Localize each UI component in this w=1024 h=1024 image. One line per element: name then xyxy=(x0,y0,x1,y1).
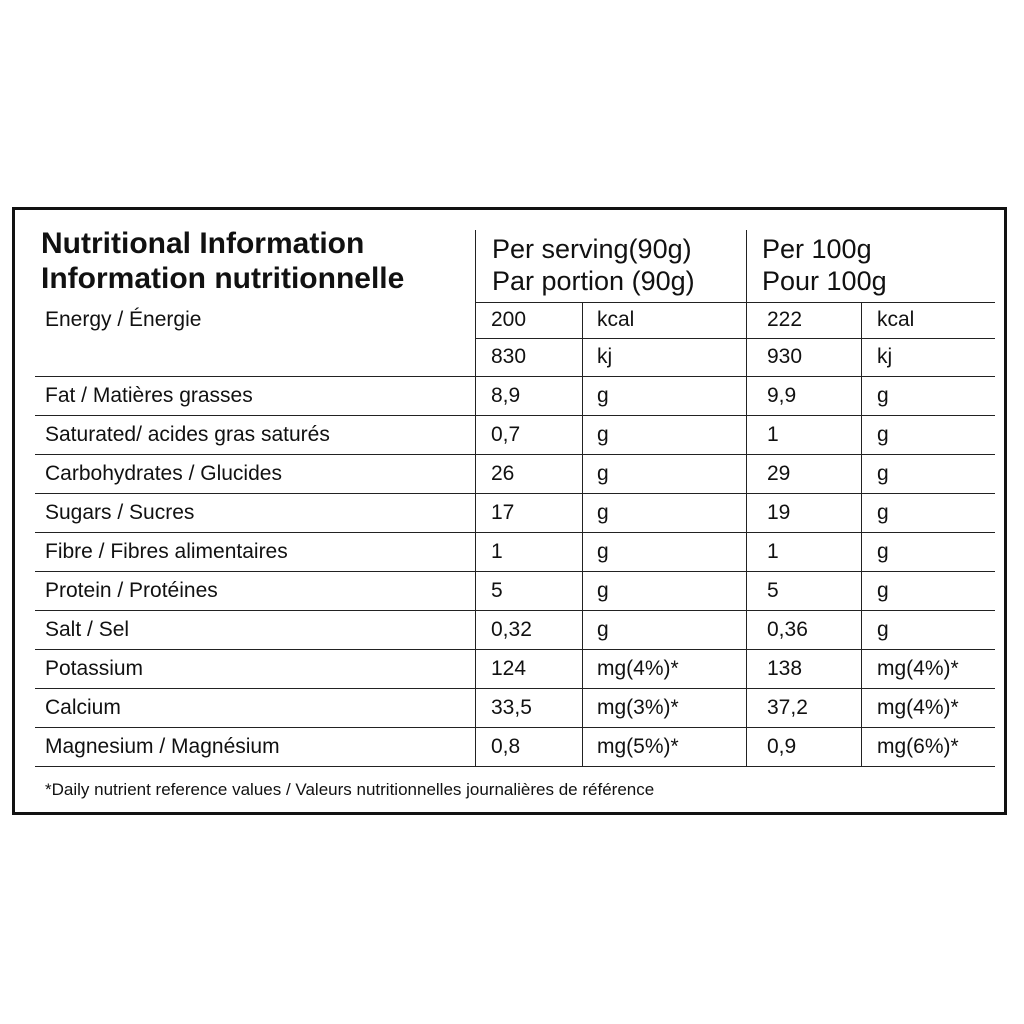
serving-unit-cell: g xyxy=(597,384,609,407)
per100-value-cell: 138 xyxy=(767,657,803,680)
serving-value-cell: 5 xyxy=(491,579,503,602)
nutrient-label: Carbohydrates / Glucides xyxy=(45,462,282,485)
row-divider xyxy=(475,338,995,339)
nutrient-label: Protein / Protéines xyxy=(45,579,218,602)
per100-unit-cell: g xyxy=(877,423,889,446)
per100-unit-cell: kj xyxy=(877,345,893,368)
row-divider xyxy=(35,415,995,416)
per100-value-cell: 1 xyxy=(767,423,779,446)
per100-unit-cell: g xyxy=(877,579,889,602)
column-divider xyxy=(475,230,476,767)
per-serving-header-english: Per serving(90g) xyxy=(492,234,692,264)
nutrient-label: Fat / Matières grasses xyxy=(45,384,253,407)
row-divider xyxy=(35,571,995,572)
row-divider xyxy=(35,376,995,377)
per100-unit-cell: mg(4%)* xyxy=(877,696,959,719)
per100-value-cell: 0,36 xyxy=(767,618,808,641)
per100-value-cell: 19 xyxy=(767,501,791,524)
serving-unit-cell: mg(3%)* xyxy=(597,696,679,719)
per100-unit-cell: g xyxy=(877,462,889,485)
row-divider xyxy=(35,766,995,767)
per100-unit-cell: mg(6%)* xyxy=(877,735,959,758)
per100-value-cell: 9,9 xyxy=(767,384,797,407)
serving-value-cell: 33,5 xyxy=(491,696,532,719)
serving-value-cell: 0,7 xyxy=(491,423,521,446)
per100-value-cell: 930 xyxy=(767,345,803,368)
row-divider xyxy=(475,302,995,303)
serving-value-cell: 830 xyxy=(491,345,527,368)
nutrient-label: Salt / Sel xyxy=(45,618,130,641)
row-divider xyxy=(35,649,995,650)
per100-unit-cell: g xyxy=(877,540,889,563)
title-french: Information nutritionnelle xyxy=(41,262,405,295)
serving-value-cell: 0,32 xyxy=(491,618,532,641)
serving-value-cell: 17 xyxy=(491,501,515,524)
serving-unit-cell: kj xyxy=(597,345,613,368)
serving-unit-cell: g xyxy=(597,618,609,641)
row-divider xyxy=(35,454,995,455)
title-english: Nutritional Information xyxy=(41,227,365,260)
nutrient-label: Sugars / Sucres xyxy=(45,501,195,524)
column-divider xyxy=(861,302,862,767)
serving-unit-cell: g xyxy=(597,423,609,446)
row-divider xyxy=(35,493,995,494)
serving-unit-cell: mg(4%)* xyxy=(597,657,679,680)
serving-value-cell: 200 xyxy=(491,308,527,331)
per100-value-cell: 5 xyxy=(767,579,779,602)
per100-unit-cell: g xyxy=(877,501,889,524)
serving-value-cell: 1 xyxy=(491,540,503,563)
row-divider xyxy=(35,727,995,728)
per100-value-cell: 1 xyxy=(767,540,779,563)
row-divider xyxy=(35,532,995,533)
serving-unit-cell: mg(5%)* xyxy=(597,735,679,758)
nutrition-table xyxy=(12,207,1007,815)
per-serving-header-french: Par portion (90g) xyxy=(492,266,695,296)
per100-value-cell: 0,9 xyxy=(767,735,797,758)
per-100g-header-english: Per 100g xyxy=(762,234,872,264)
row-divider xyxy=(35,610,995,611)
serving-value-cell: 124 xyxy=(491,657,527,680)
serving-unit-cell: g xyxy=(597,579,609,602)
per100-value-cell: 37,2 xyxy=(767,696,808,719)
row-divider xyxy=(35,688,995,689)
nutrient-label: Fibre / Fibres alimentaires xyxy=(45,540,288,563)
nutrient-label: Energy / Énergie xyxy=(45,308,202,331)
nutrient-label: Calcium xyxy=(45,696,121,719)
per100-unit-cell: kcal xyxy=(877,308,915,331)
per100-value-cell: 222 xyxy=(767,308,803,331)
per100-value-cell: 29 xyxy=(767,462,791,485)
per100-unit-cell: mg(4%)* xyxy=(877,657,959,680)
serving-unit-cell: g xyxy=(597,540,609,563)
footnote: *Daily nutrient reference values / Valeurs nutritionnelles journalières de référence xyxy=(45,780,655,799)
column-divider xyxy=(746,230,747,767)
serving-value-cell: 26 xyxy=(491,462,515,485)
nutrient-label: Potassium xyxy=(45,657,144,680)
serving-unit-cell: kcal xyxy=(597,308,635,331)
serving-value-cell: 0,8 xyxy=(491,735,521,758)
per100-unit-cell: g xyxy=(877,384,889,407)
nutrient-label: Saturated/ acides gras saturés xyxy=(45,423,330,446)
serving-unit-cell: g xyxy=(597,501,609,524)
per-100g-header-french: Pour 100g xyxy=(762,266,887,296)
nutrient-label: Magnesium / Magnésium xyxy=(45,735,280,758)
serving-value-cell: 8,9 xyxy=(491,384,521,407)
serving-unit-cell: g xyxy=(597,462,609,485)
column-divider xyxy=(582,302,583,767)
per100-unit-cell: g xyxy=(877,618,889,641)
